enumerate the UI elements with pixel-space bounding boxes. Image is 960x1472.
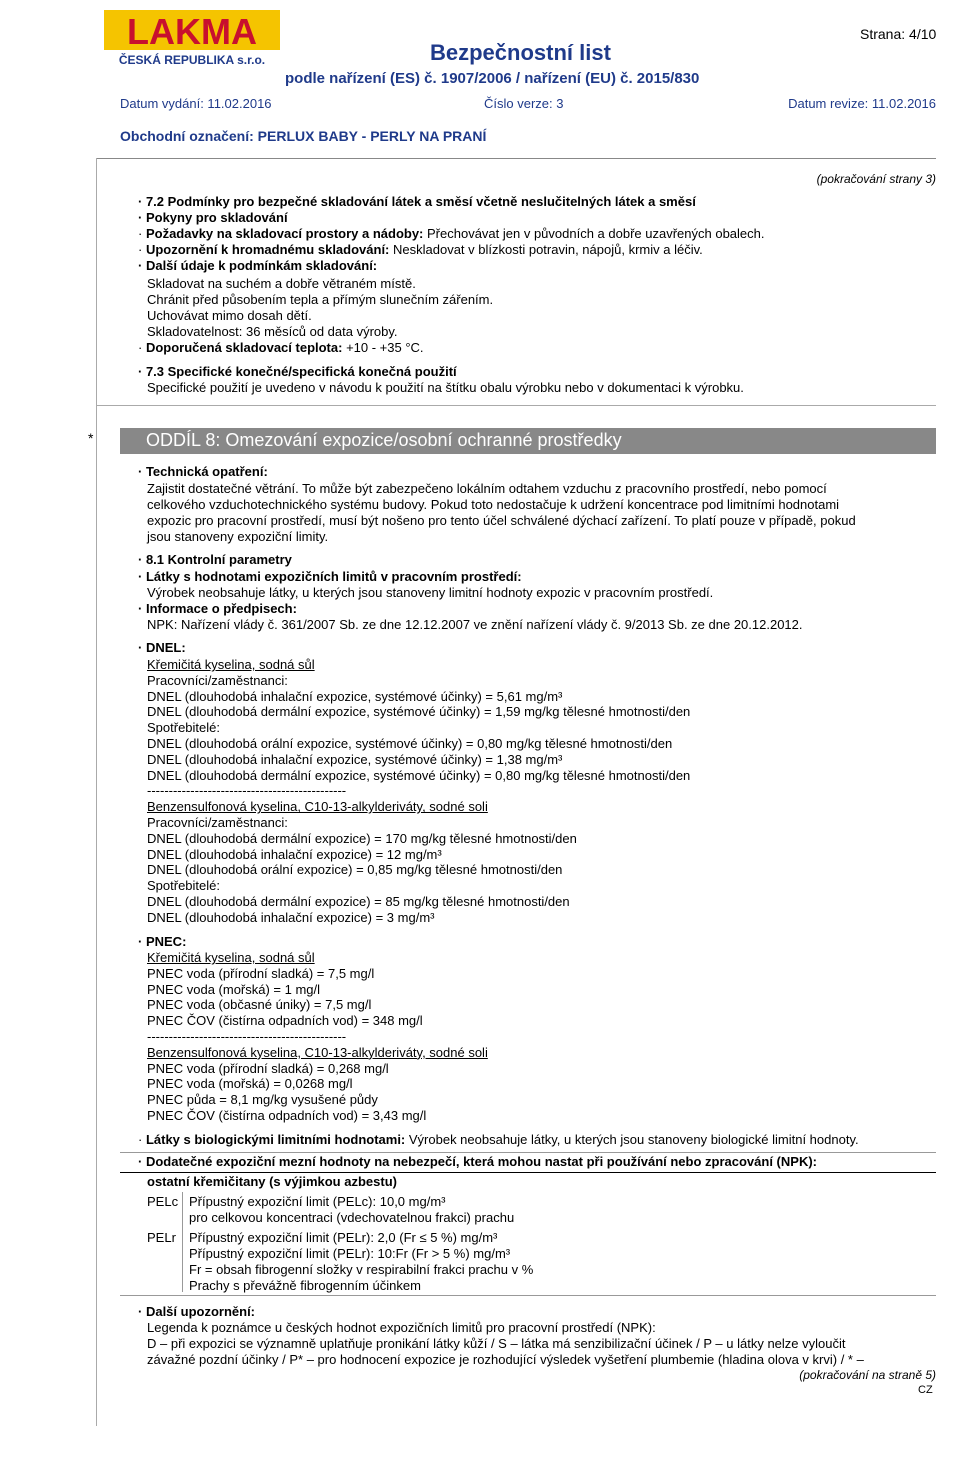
pnec-line: PNEC voda (občasné úniky) = 7,5 mg/l [147, 997, 372, 1013]
info-heading: · Informace o předpisech: [138, 601, 297, 617]
dnel-line: Pracovníci/zaměstnanci: [147, 815, 288, 830]
bio-line: · Látky s biologickými limitními hodnotami: Výrobek neobsahuje látky, u kterých jsou stanoveny biologické limitní hodnoty. [138, 1132, 859, 1148]
pnec-line: PNEC půda = 8,1 mg/kg vysušené půdy [147, 1092, 378, 1108]
latky-text: Výrobek neobsahuje látky, u kterých jsou stanoveny limitní hodnoty expozic v pracovním prostředí. [147, 585, 714, 600]
pelr-key: PELr [147, 1230, 176, 1245]
pnec-line: PNEC voda (mořská) = 1 mg/l [147, 981, 321, 997]
document-subtitle: podle nařízení (ES) č. 1907/2006 / nařízení (EU) č. 2015/830 [285, 70, 700, 87]
dnel-line: DNEL (dlouhodobá dermální expozice) = 170 mg/kg tělesné hmotnosti/den [147, 830, 577, 846]
legend-line: závažné pozdní účinky / P* – pro hodnocení expozice je rozhodující výsledek vyšetření plumbemie (hladina olova v krvi) / * – [147, 1352, 864, 1367]
document-title: Bezpečnostní list [430, 40, 611, 65]
upozorneni-line: · Upozornění k hromadnému skladování: Neskladovat v blízkosti potravin, nápojů, krmiv a léčiv. [138, 242, 703, 258]
pnec-line: ---------------------------------------------- [147, 1029, 347, 1044]
pozadavky-line: · Požadavky na skladovací prostory a nádoby: Přechovávat jen v původních a dobře uzavřených obalech. [138, 226, 765, 242]
pnec-line: Benzensulfonová kyselina, C10-13-alkylderiváty, sodné soli [147, 1044, 488, 1060]
h81-heading: · 8.1 Kontrolní parametry [138, 552, 292, 568]
pokyny-heading: · Pokyny pro skladování [138, 210, 288, 226]
language-code: CZ [918, 1384, 933, 1396]
dnel-heading: · DNEL: [138, 640, 186, 656]
dnel-line: Křemičitá kyselina, sodná sůl [147, 657, 315, 672]
pnec-line: PNEC voda (přírodní sladká) = 7,5 mg/l [147, 965, 375, 981]
page-number: Strana: 4/10 [860, 26, 937, 42]
dnel-line: Benzensulfonová kyselina, C10-13-alkylderiváty, sodné soli [147, 799, 488, 815]
dnel-line: DNEL (dlouhodobá orální expozice) = 0,85 mg/kg tělesné hmotnosti/den [147, 862, 563, 878]
h72-heading: · 7.2 Podmínky pro bezpečné skladování látek a směsí včetně neslučitelných látek a směsí [138, 194, 696, 210]
dnel-line: Spotřebitelé: [147, 878, 220, 894]
storage-line: Uchovávat mimo dosah dětí. [147, 308, 312, 323]
pnec-line: PNEC voda (mořská) = 0,0268 mg/l [147, 1076, 353, 1092]
svg-text:ČESKÁ REPUBLIKA s.r.o.: ČESKÁ REPUBLIKA s.r.o. [118, 53, 266, 67]
tech-line: expozic pro pracovní prostředí, musí být nošeno pro tento účel schválené dýchací zařízení. To platí pouze v případě, pokud [147, 513, 856, 528]
issue-date: Datum vydání: 11.02.2016 [120, 96, 272, 111]
storage-line: Chránit před působením tepla a přímým slunečním zářením. [147, 292, 494, 307]
section-divider [96, 405, 936, 406]
svg-text:LAKMA: LAKMA [127, 11, 257, 52]
left-margin-line [96, 158, 97, 1426]
section8-title: ODDÍL 8: Omezování expozice/osobní ochranné prostředky [146, 430, 622, 450]
dnel-line: DNEL (dlouhodobá inhalační expozice) = 3 mg/m³ [147, 909, 435, 925]
dnel-line: DNEL (dlouhodobá orální expozice, systémové účinky) = 0,80 mg/kg tělesné hmotnosti/den [147, 736, 673, 751]
tech-heading: · Technická opatření: [138, 464, 268, 480]
dnel-line: DNEL (dlouhodobá inhalační expozice, systémové účinky) = 1,38 mg/m³ [147, 751, 563, 767]
pelr-line: Přípustný expoziční limit (PELr): 2,0 (Fr ≤ 5 %) mg/m³ [189, 1230, 498, 1245]
teplota-line: · Doporučená skladovací teplota: +10 - +35 °C. [138, 340, 424, 356]
revision-date: Datum revize: 11.02.2016 [788, 96, 936, 111]
pnec-line: Křemičitá kyselina, sodná sůl [147, 950, 315, 965]
dalsi-udaje-heading: · Další údaje k podmínkám skladování: [138, 258, 377, 274]
date-bar [120, 96, 936, 114]
h73-text: Specifické použití je uvedeno v návodu k použití na štítku obalu výrobku nebo v dokumentaci k výrobku. [147, 380, 744, 395]
latky-heading: · Látky s hodnotami expozičních limitů v pracovním prostředí: [138, 569, 522, 585]
section8-bar [120, 428, 936, 454]
pnec-line: PNEC ČOV (čistírna odpadních vod) = 3,43 mg/l [147, 1108, 427, 1123]
lakma-logo [104, 6, 280, 68]
continued-to: (pokračování na straně 5) [799, 1368, 936, 1382]
dnel-line: DNEL (dlouhodobá dermální expozice, systémové účinky) = 0,80 mg/kg tělesné hmotnosti/den [147, 767, 691, 783]
pelr-line: Přípustný expoziční limit (PELr): 10:Fr (Fr > 5 %) mg/m³ [189, 1246, 511, 1261]
tech-line: Zajistit dostatečné větrání. To může být zabezpečeno lokálním odtahem vzduchu z pracovního prostředí, nebo pomocí [147, 481, 827, 496]
pelr-line: Fr = obsah fibrogenní složky v respirabilní frakci prachu v % [189, 1262, 534, 1277]
storage-line: Skladovat na suchém a dobře větraném místě. [147, 276, 416, 291]
dnel-line: Pracovníci/zaměstnanci: [147, 672, 288, 688]
dalsi-upozorneni-heading: · Další upozornění: [138, 1304, 255, 1320]
header-divider [96, 158, 936, 159]
trade-name: Obchodní označení: PERLUX BABY - PERLY NA PRANÍ [120, 128, 487, 144]
pelc-line: pro celkovou koncentraci (vdechovatelnou frakci) prachu [189, 1210, 515, 1225]
info-text: NPK: Nařízení vlády č. 361/2007 Sb. ze dne 12.12.2007 ve znění nařízení vlády č. 9/2013 Sb. ze dne 20.12.2012. [147, 617, 803, 632]
tech-line: celkového vzduchotechnického systému budovy. Pokud toto nedostačuje k udržení koncentrace pod limitními hodnotami [147, 497, 840, 512]
dnel-line: DNEL (dlouhodobá dermální expozice) = 85 mg/kg tělesné hmotnosti/den [147, 894, 570, 909]
h73-heading: · 7.3 Specifické konečné/specifická konečná použití [138, 364, 457, 380]
pnec-line: PNEC ČOV (čistírna odpadních vod) = 348 mg/l [147, 1013, 423, 1029]
tech-line: jsou stanoveny expoziční limity. [147, 529, 329, 544]
change-marker: * [88, 430, 94, 446]
pnec-line: PNEC voda (přírodní sladká) = 0,268 mg/l [147, 1060, 389, 1076]
pel-column-divider [182, 1192, 183, 1292]
legend-line: D – při expozici se významně uplatňuje pronikání látky kůží / S – látka má senzibilizační účinek / P – u látky nelze vyloučit [147, 1336, 846, 1351]
dnel-line: DNEL (dlouhodobá dermální expozice, systémové účinky) = 1,59 mg/kg tělesné hmotnosti/den [147, 704, 691, 720]
version-number: Číslo verze: 3 [484, 96, 564, 111]
dnel-line: DNEL (dlouhodobá inhalační expozice) = 12 mg/m³ [147, 846, 442, 862]
npk-subheading: ostatní křemičitany (s výjimkou azbestu) [147, 1174, 397, 1189]
dnel-line: DNEL (dlouhodobá inhalační expozice, systémové účinky) = 5,61 mg/m³ [147, 688, 563, 704]
dnel-line: Spotřebitelé: [147, 720, 220, 736]
npk-heading: · Dodatečné expoziční mezní hodnoty na nebezpečí, která mohou nastat při používání nebo zpracování (NPK): [138, 1154, 817, 1170]
pelc-line: Přípustný expoziční limit (PELc): 10,0 mg/m³ [189, 1194, 446, 1209]
legend-line: Legenda k poznámce u českých hodnot expozičních limitů pro pracovní prostředí (NPK): [147, 1320, 656, 1335]
pnec-heading: · PNEC: [138, 934, 186, 950]
npk-table-divider [120, 1172, 936, 1173]
pelc-key: PELc [147, 1194, 179, 1209]
pelr-line: Prachy s převážně fibrogenním účinkem [189, 1278, 421, 1293]
dnel-line: ---------------------------------------------- [147, 783, 347, 799]
storage-line: Skladovatelnost: 36 měsíců od data výroby. [147, 324, 398, 339]
continued-from: (pokračování strany 3) [816, 172, 936, 186]
